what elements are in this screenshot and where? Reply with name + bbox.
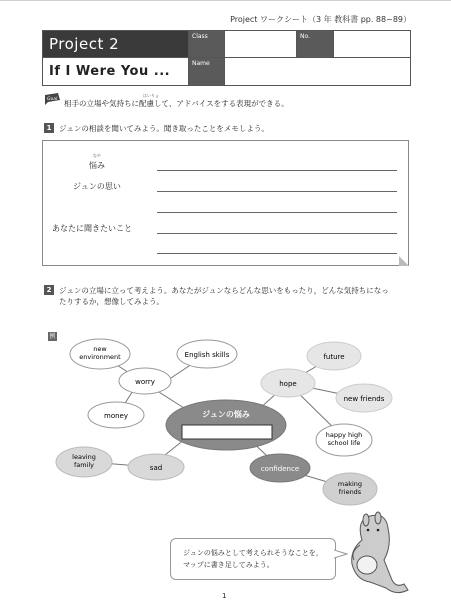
node-making-friends-label-1: making — [337, 480, 363, 488]
textbook-reference: Project ワークシート（3 年 教科書 pp. 88~89） — [230, 15, 411, 24]
node-sad-label: sad — [149, 464, 163, 472]
section-1-number: 1 — [44, 123, 54, 133]
node-new-environment-label-1: new — [93, 345, 107, 353]
kangaroo-mascot-icon — [352, 512, 408, 593]
row-label-question-for-you: あなたに聞きたいこと — [52, 224, 132, 233]
node-leaving-family-label-2: family — [73, 461, 95, 469]
node-new-environment-label-2: environment — [79, 353, 121, 361]
node-new-friends-label: new friends — [343, 395, 385, 403]
goal-ruby: はいりょ — [143, 93, 159, 98]
class-label: Class — [189, 31, 225, 58]
node-happy-school-life-label-2: school life — [327, 439, 361, 447]
number-label: No. — [297, 31, 334, 58]
center-node-label: ジュンの悩み — [202, 410, 250, 419]
node-english-skills-label: English skills — [184, 351, 230, 359]
node-leaving-family-label-1: leaving — [72, 453, 96, 461]
node-making-friends-label-2: friends — [338, 488, 362, 496]
speech-bubble — [170, 538, 336, 580]
project-title: Project 2 — [43, 31, 189, 58]
example-mark: 例 — [49, 333, 56, 340]
node-confidence-label: confidence — [260, 465, 300, 473]
speech-tail-icon — [334, 548, 348, 560]
goal-badge-text: Goal — [47, 97, 58, 102]
goal-text: 相手の立場や気持ちに配慮して、アドバイスをする表現ができる。 — [64, 99, 289, 108]
row-label-juns-thoughts: ジュンの思い — [73, 182, 121, 191]
center-answer-box[interactable] — [182, 425, 272, 439]
page-number: 1 — [222, 592, 227, 600]
section-1-instruction: ジュンの相談を聞いてみよう。聞き取ったことをメモしよう。 — [59, 124, 269, 133]
row-label-worry: 悩み — [89, 161, 105, 170]
section-2-instruction-line-2: たりするか，想像してみよう。 — [59, 297, 164, 306]
row-1-ruby: なや — [93, 153, 101, 158]
name-label: Name — [189, 58, 225, 85]
speech-line-2: マップに書き足してみよう。 — [183, 561, 274, 569]
node-worry-label: worry — [135, 378, 155, 386]
section-2-number: 2 — [44, 285, 54, 295]
speech-line-1: ジュンの悩みとして考えられそうなことを， — [183, 549, 323, 557]
section-2-instruction-line-1: ジュンの立場に立って考えよう。あなたがジュンならどんな思いをもったり，どんな気持ちになっ — [59, 286, 389, 295]
project-subtitle: If I Were You ... — [43, 58, 189, 85]
node-happy-school-life-label-1: happy high — [325, 431, 363, 439]
node-hope-label: hope — [279, 380, 297, 388]
node-future-label: future — [323, 353, 345, 361]
node-money-label: money — [104, 412, 128, 420]
